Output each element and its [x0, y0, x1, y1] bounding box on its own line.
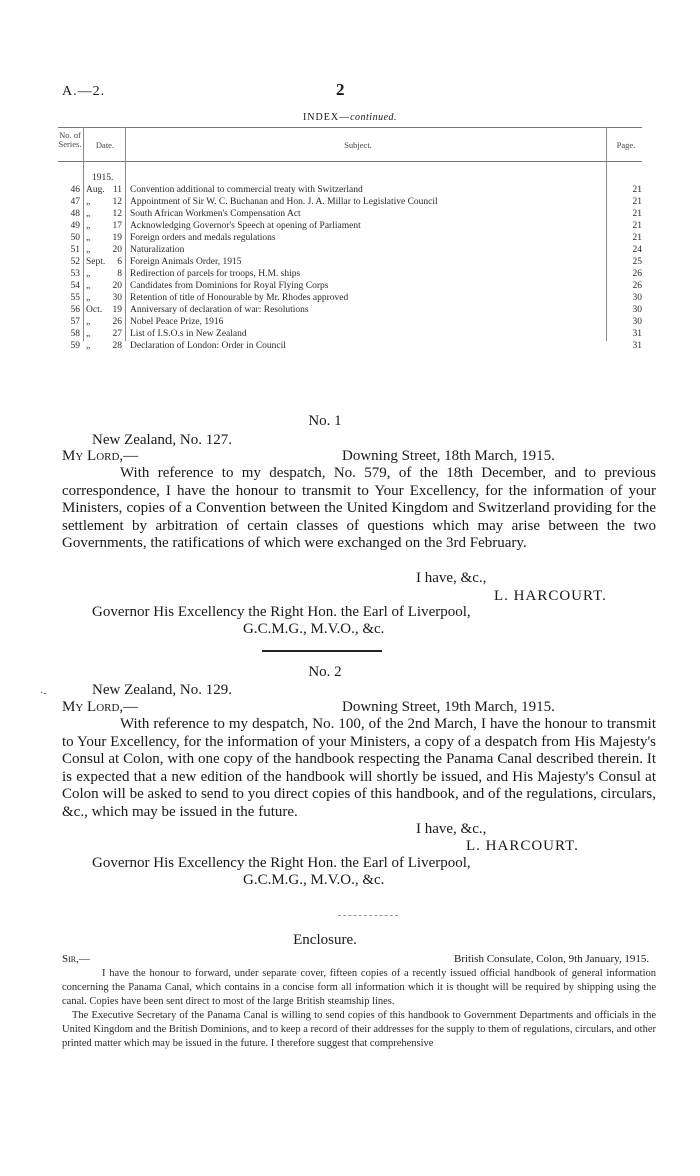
series-number: 55: [70, 293, 80, 303]
page-ref: 30: [632, 293, 642, 303]
table-row: [58, 208, 642, 220]
closing: I have, &c.,: [416, 570, 487, 586]
signature: L. HARCOURT.: [466, 838, 579, 854]
signature: L. HARCOURT.: [494, 588, 607, 604]
date-month: Oct.: [86, 305, 103, 315]
page-ref: 25: [632, 257, 642, 267]
table-row: [58, 220, 642, 232]
date-day: 12: [112, 209, 122, 219]
series-number: 46: [70, 185, 80, 195]
salutation: My Lord,—: [62, 699, 139, 715]
page-ref: 21: [632, 233, 642, 243]
date-day: 30: [112, 293, 122, 303]
table-row: [58, 184, 642, 196]
margin-mark: ·-: [40, 688, 47, 699]
date-day: 28: [112, 341, 122, 351]
date-month: „: [86, 245, 91, 255]
page-ref: 30: [632, 305, 642, 315]
index-table: [58, 127, 642, 351]
date-day: 19: [112, 305, 122, 315]
page-ref: 26: [632, 281, 642, 291]
date-month: „: [86, 197, 91, 207]
page-ref: 31: [632, 329, 642, 339]
table-row: [58, 280, 642, 292]
index-title-word: INDEX: [302, 112, 340, 123]
series-number: 59: [70, 341, 80, 351]
table-top-rule: [58, 127, 642, 128]
date-day: 6: [117, 257, 122, 267]
date-day: 20: [112, 281, 122, 291]
series-number: 58: [70, 329, 80, 339]
subject: Retention of title of Honourable by Mr. Rhodes approved: [130, 293, 349, 303]
date-month: Sept.: [86, 257, 106, 267]
document-reference: A.—2.: [62, 84, 106, 99]
page-ref: 24: [632, 245, 642, 255]
body-paragraph: With reference to my despatch, No. 579, of the 18th December, and to previous correspondence, I have the honour to transmit to Your Excellency, for the information of your Ministers, copies of a Convention between the United Kingdom and Switzerland providing for the settlement by arbitration of certain classes of questions which may arise between the two Governments, the ratifications of which were exchanged on the 3rd February.: [62, 465, 656, 551]
page-ref: 26: [632, 269, 642, 279]
subject: Redirection of parcels for troops, H.M. ships: [130, 269, 301, 279]
table-row: [58, 232, 642, 244]
section-divider: [338, 915, 398, 916]
page-ref: 31: [632, 341, 642, 351]
date-month: „: [86, 221, 91, 231]
table-row: [58, 256, 642, 268]
subject: Anniversary of declaration of war: Resolutions: [130, 305, 309, 315]
series-number: 53: [70, 269, 80, 279]
subject: List of I.S.O.s in New Zealand: [130, 329, 247, 339]
date-month: „: [86, 317, 91, 327]
body-paragraph: I have the honour to forward, under separate cover, fifteen copies of a recently issued official handbook of general information concerning the Panama Canal, which contains in a concise form all information which it is thought will be required by shipping using the canal. Copies have been sent direct to most of the large British steamship lines.: [62, 968, 656, 1007]
table-row: [58, 304, 642, 316]
despatch-body: [62, 465, 656, 553]
col-header-no: No. of Series.: [58, 130, 82, 149]
table-row: [58, 316, 642, 328]
date-day: 12: [112, 197, 122, 207]
index-title: INDEX—continued.: [302, 112, 398, 123]
despatch-ref: New Zealand, No. 129.: [92, 682, 232, 698]
col-header-date: Date.: [95, 140, 115, 150]
series-number: 50: [70, 233, 80, 243]
addressee-line: Governor His Excellency the Right Hon. the Earl of Liverpool,: [92, 604, 471, 620]
date-month: „: [86, 281, 91, 291]
date-day: 17: [112, 221, 122, 231]
section-divider: [262, 650, 382, 652]
subject: Candidates from Dominions for Royal Flying Corps: [130, 281, 329, 291]
page-ref: 21: [632, 185, 642, 195]
place-date: Downing Street, 19th March, 1915.: [342, 699, 555, 715]
date-day: 19: [112, 233, 122, 243]
place-date: British Consulate, Colon, 9th January, 1915.: [454, 953, 650, 965]
body-paragraph: With reference to my despatch, No. 100, of the 2nd March, I have the honour to transmit to Your Excellency, for the information of your Ministers, a copy of a despatch from His Majesty's Consul at Colon, with one copy of the handbook respecting the Panama Canal described therein. It is expected that a new edition of the handbook will shortly be issued, and His Majesty's Consul at Colon will be asked to send to you direct copies of this handbook, and of the regulations, circulars, &c., which may be issued in the future.: [62, 716, 656, 820]
addressee-honours: G.C.M.G., M.V.O., &c.: [243, 872, 385, 888]
series-number: 49: [70, 221, 80, 231]
page-ref: 30: [632, 317, 642, 327]
despatch-body: [62, 716, 656, 821]
salutation: My Lord,—: [62, 448, 139, 464]
subject: Convention additional to commercial treaty with Switzerland: [130, 185, 363, 195]
addressee-line: Governor His Excellency the Right Hon. the Earl of Liverpool,: [92, 855, 471, 871]
date-day: 8: [117, 269, 122, 279]
series-number: 47: [70, 197, 80, 207]
page-ref: 21: [632, 209, 642, 219]
date-month: „: [86, 209, 91, 219]
date-month: „: [86, 329, 91, 339]
series-number: 57: [70, 317, 80, 327]
series-number: 56: [70, 305, 80, 315]
date-month: „: [86, 269, 91, 279]
table-row: [58, 244, 642, 256]
table-row: [58, 268, 642, 280]
date-day: 20: [112, 245, 122, 255]
index-continued: continued.: [350, 112, 398, 123]
subject: Foreign Animals Order, 1915: [130, 257, 242, 267]
subject: Declaration of London: Order in Council: [130, 341, 286, 351]
table-row: [58, 328, 642, 340]
date-month: „: [86, 341, 91, 351]
body-paragraph: The Executive Secretary of the Panama Canal is willing to send copies of this handbook to Government Departments and officials in the United Kingdom and the British Dominions, and to keep a record of their addresses for the supply to them of regulations, circulars, and other printed matter which may be issued in the future. I therefore suggest that comprehensive: [62, 1010, 656, 1049]
subject: Foreign orders and medals regulations: [130, 233, 276, 243]
subject: South African Workmen's Compensation Act: [130, 209, 301, 219]
place-date: Downing Street, 18th March, 1915.: [342, 448, 555, 464]
despatch-number: No. 2: [308, 664, 342, 680]
date-day: 11: [112, 185, 122, 195]
table-row: [58, 340, 642, 352]
enclosure-body: [62, 967, 656, 1051]
series-number: 48: [70, 209, 80, 219]
date-day: 27: [112, 329, 122, 339]
date-month: „: [86, 293, 91, 303]
table-year: 1915.: [92, 173, 114, 183]
closing: I have, &c.,: [416, 821, 487, 837]
enclosure-heading: Enclosure.: [293, 932, 357, 948]
subject: Appointment of Sir W. C. Buchanan and Hon. J. A. Millar to Legislative Council: [130, 197, 438, 207]
series-number: 52: [70, 257, 80, 267]
page-ref: 21: [632, 197, 642, 207]
date-month: „: [86, 233, 91, 243]
salutation: Sir,—: [62, 953, 90, 965]
subject: Naturalization: [130, 245, 185, 255]
series-number: 51: [70, 245, 80, 255]
date-month: Aug.: [86, 185, 105, 195]
despatch-ref: New Zealand, No. 127.: [92, 432, 232, 448]
subject: Nobel Peace Prize, 1916: [130, 317, 224, 327]
col-header-subject: Subject.: [344, 140, 372, 150]
series-number: 54: [70, 281, 80, 291]
addressee-honours: G.C.M.G., M.V.O., &c.: [243, 621, 385, 637]
date-day: 26: [112, 317, 122, 327]
subject: Acknowledging Governor's Speech at opening of Parliament: [130, 221, 361, 231]
despatch-number: No. 1: [308, 413, 342, 429]
page-number: 2: [336, 80, 345, 99]
page-ref: 21: [632, 221, 642, 231]
table-row: [58, 292, 642, 304]
table-header-rule: [58, 161, 642, 162]
table-row: [58, 196, 642, 208]
col-header-page: Page.: [616, 140, 636, 150]
